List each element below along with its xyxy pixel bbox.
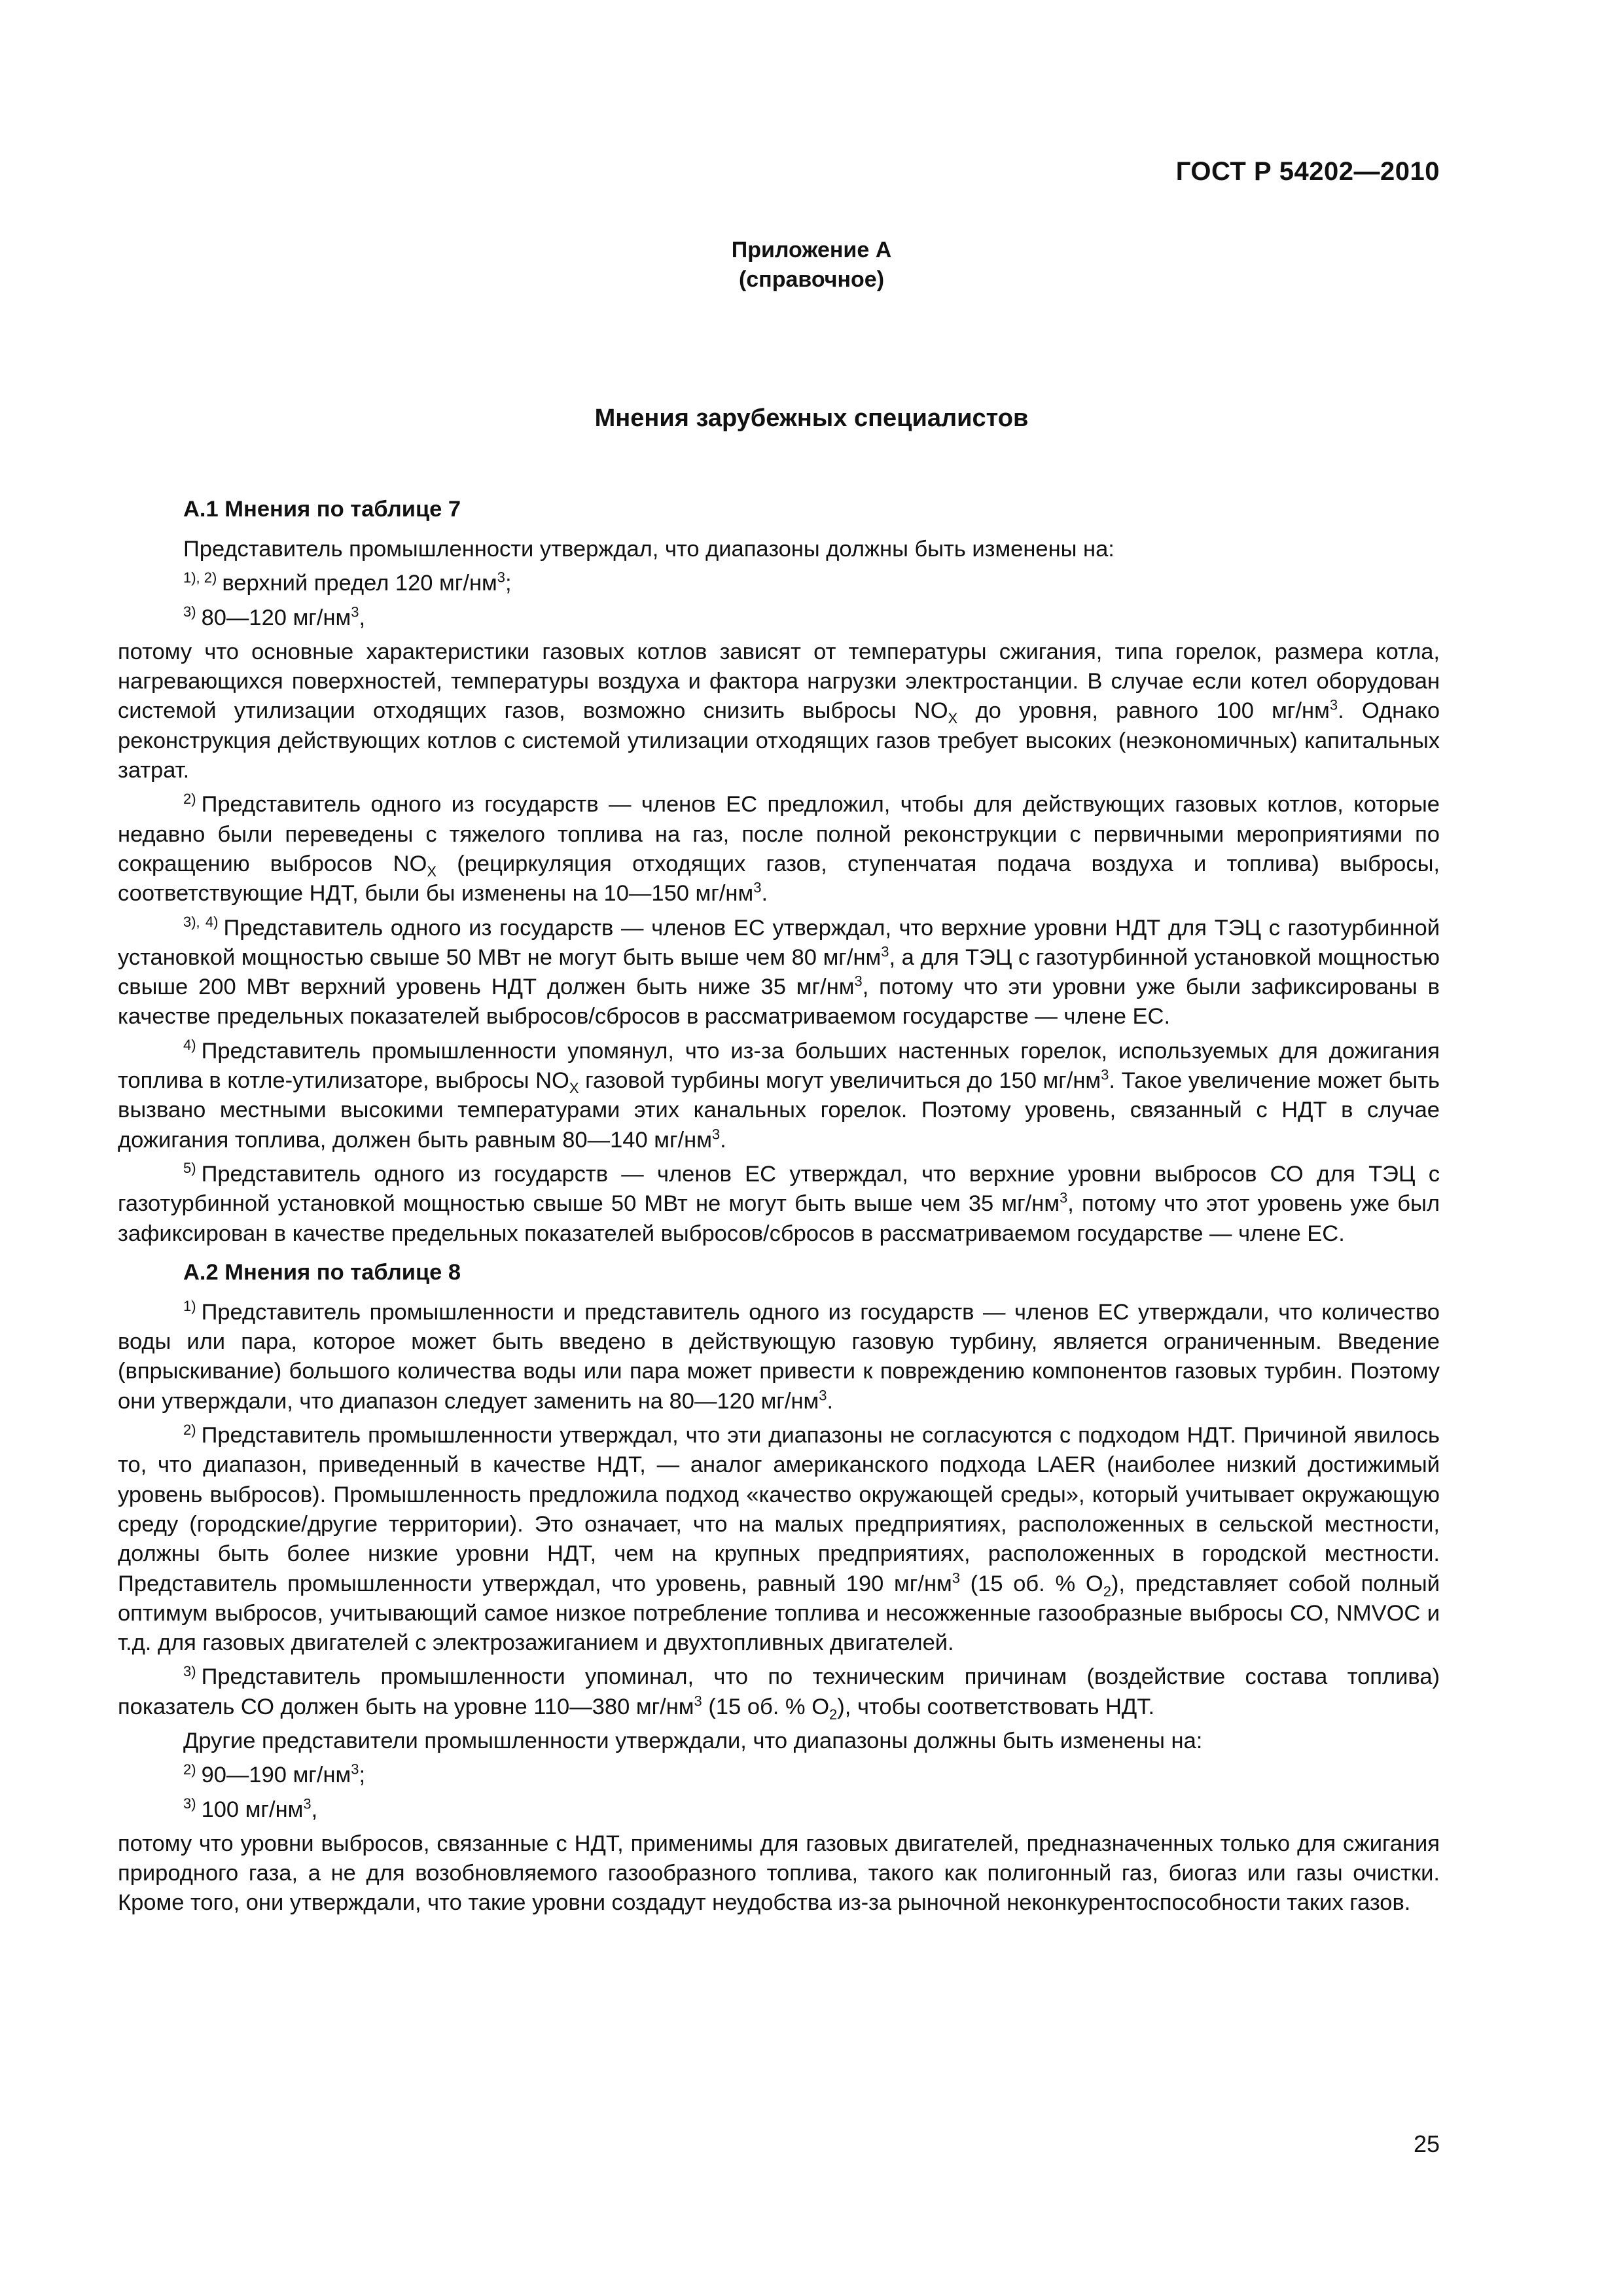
- paragraph: $^{3)}$ Представитель промышленности упоминал, что по техническим причинам (воздействие состава топлива) показатель СО должен быть на уровне 110—380 $мг/нм^3$ (15 об. % $O_2$), чтобы соответствовать НДТ.: [118, 1662, 1440, 1723]
- footnote-ref: 1): [183, 1298, 196, 1315]
- paragraph: Другие представители промышленности утверждали, что диапазоны должны быть изменены на:: [183, 1728, 1203, 1753]
- document-body: [118, 491, 1440, 1923]
- footnote-ref: 2): [183, 790, 196, 807]
- footnote-ref: 3): [183, 603, 196, 620]
- footnote-ref: 3), 4): [183, 914, 219, 931]
- footnote-ref: 1), 2): [183, 569, 217, 586]
- section-title: Мнения зарубежных специалистов: [594, 404, 1029, 432]
- subsection-a2-heading: А.2 Мнения по таблице 8: [183, 1259, 461, 1285]
- page-number: 25: [1413, 2130, 1440, 2157]
- footnote-ref: 3): [183, 1662, 196, 1679]
- list-item: $^{3)}$ 100 $мг/нм^3$,: [183, 1795, 318, 1822]
- footnote-ref: 2): [183, 1761, 196, 1778]
- footnote-ref: 4): [183, 1037, 196, 1054]
- appendix-title: Приложение А: [731, 238, 892, 262]
- paragraph: $^{5)}$ Представитель одного из государств — членов ЕС утверждал, что верхние уровни выбросов СО для ТЭЦ с газотурбинной установкой мощностью свыше 50 МВт не могут быть выше чем 35 $мг/нм^3$, потому что этот уровень уже был зафиксирован в качестве предельных показателей выбросов/сбросов в рассматриваемом государстве — члене ЕС.: [118, 1160, 1440, 1246]
- paragraph: $^{3), 4)}$ Представитель одного из государств — членов ЕС утверждал, что верхние уровни НДТ для ТЭЦ с газотурбинной установкой мощностью свыше 50 МВт не могут быть выше чем 80 $мг/нм^3$, а для ТЭЦ с газотурбинной установкой мощностью свыше 200 МВт верхний уровень НДТ должен быть ниже 35 $мг/нм^3$, потому что эти уровни уже были зафиксированы в качестве предельных показателей выбросов/сбросов в рассматриваемом государстве — члене ЕС.: [118, 914, 1440, 1030]
- paragraph: $^{1)}$ Представитель промышленности и представитель одного из государств — членов ЕС утверждали, что количество воды или пара, которое может быть введено в действующую газовую турбину, является ограниченным. Введение (впрыскивание) большого количества воды или пара может привести к повреждению компонентов газовых турбин. Поэтому они утверждали, что диапазон следует заменить на 80—120 $мг/нм^3$.: [118, 1298, 1440, 1414]
- list-item: $^{2)}$ 90—190 $мг/нм^3$;: [183, 1761, 366, 1788]
- paragraph: $^{4)}$ Представитель промышленности упомянул, что из-за больших настенных горелок, используемых для дожигания топлива в котле-утилизаторе, выбросы $NO_X$ газовой турбины могут увеличиться до 150 $мг/нм^3$. Такое увеличение может быть вызвано местными высокими температурами этих канальных горелок. Поэтому уровень, связанный с НДТ в случае дожигания топлива, должен быть равным 80—140 $мг/нм^3$.: [118, 1037, 1440, 1153]
- paragraph: потому что уровни выбросов, связанные с НДТ, применимы для газовых двигателей, предназначенных только для сжигания природного газа, а не для возобновляемого газообразного топлива, такого как полигонный газ, биогаз или газы очистки. Кроме того, они утверждали, что такие уровни создадут неудобства из-за рыночной неконкурентоспособности таких газов.: [118, 1831, 1440, 1916]
- footnote-ref: 3): [183, 1795, 196, 1812]
- paragraph: Представитель промышленности утверждал, что диапазоны должны быть изменены на:: [183, 537, 1115, 562]
- list-item: $^{1), 2)}$ верхний предел 120 $мг/нм^3$;: [183, 569, 512, 596]
- subsection-a1-heading: А.1 Мнения по таблице 7: [183, 497, 461, 522]
- footnote-ref: 5): [183, 1160, 196, 1177]
- document-code: ГОСТ Р 54202—2010: [1175, 157, 1440, 186]
- list-item: $^{3)}$ 80—120 $мг/нм^3$,: [183, 603, 366, 630]
- paragraph: $^{2)}$ Представитель одного из государств — членов ЕС предложил, чтобы для действующих газовых котлов, которые недавно были переведены с тяжелого топлива на газ, после полной реконструкции с первичными мероприятиями по сокращению выбросов $NO_X$ (рециркуляция отходящих газов, ступенчатая подача воздуха и топлива) выбросы, соответствующие НДТ, были бы изменены на 10—150 $мг/нм^3$.: [118, 790, 1440, 906]
- footnote-ref: 2): [183, 1421, 196, 1438]
- paragraph: потому что основные характеристики газовых котлов зависят от температуры сжигания, типа горелок, размера котла, нагревающихся поверхностей, температуры воздуха и фактора нагрузки электростанции. В случае если котел оборудован системой утилизации отходящих газов, возможно снизить выбросы $NO_X$ до уровня, равного 100 $мг/нм^3$. Однако реконструкция действующих котлов с системой утилизации отходящих газов требует высоких (неэкономичных) капитальных затрат.: [118, 639, 1440, 783]
- paragraph: $^{2)}$ Представитель промышленности утверждал, что эти диапазоны не согласуются с подходом НДТ. Причиной явилось то, что диапазон, приведенный в качестве НДТ, — аналог американского подхода LAER (наиболее низкий достижимый уровень выбросов). Промышленность предложила подход «качество окружающей среды», который учитывает окружающую среду (городские/другие территории). Это означает, что на малых предприятиях, расположенных в сельской местности, должны быть более низкие уровни НДТ, чем на крупных предприятиях, расположенных в городской местности. Представитель промышленности утверждал, что уровень, равный 190 $мг/нм^3$ (15 об. % $O_2$), представляет собой полный оптимум выбросов, учитывающий самое низкое потребление топлива и несожженные газообразные выбросы СО, NMVOC и т.д. для газовых двигателей с электрозажиганием и двухтопливных двигателей.: [118, 1421, 1440, 1656]
- appendix-kind: (справочное): [738, 267, 885, 292]
